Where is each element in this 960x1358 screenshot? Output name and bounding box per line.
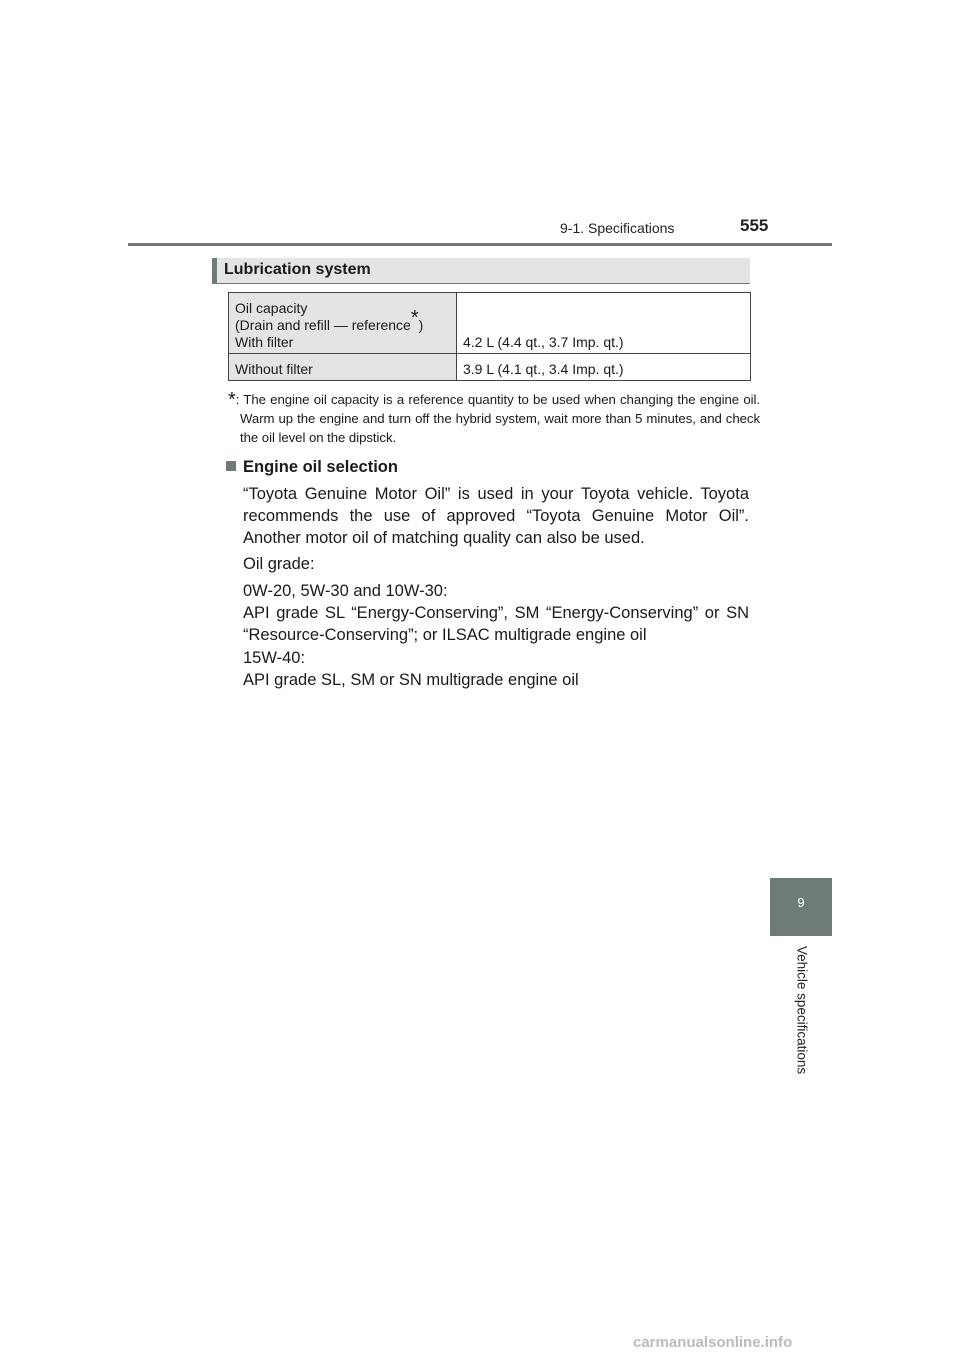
label-with-filter: With filter xyxy=(235,334,294,350)
footnote-text: : The engine oil capacity is a reference quantity to be used when changing the engine oil. Warm up the engine and turn off the hybrid system, wait more than 5 minutes, and check the oil level on the dipstick. xyxy=(235,392,760,445)
table-label-cell xyxy=(229,293,457,354)
chapter-tab[interactable] xyxy=(770,878,832,936)
grade1-viscosity: 0W-20, 5W-30 and 10W-30: xyxy=(243,582,448,600)
grade1-spec: API grade SL “Energy-Conserving”, SM “Energy-Conserving” or SN “Resource-Conserving”; or ILSAC multigrade engine oil xyxy=(243,604,749,644)
header-section-title: 9-1. Specifications xyxy=(560,220,675,236)
value-without-filter: 3.9 L (4.1 qt., 3.4 Imp. qt.) xyxy=(457,354,751,381)
label-drain-refill: (Drain and refill — reference*) xyxy=(235,307,424,333)
intro-paragraph: “Toyota Genuine Motor Oil” is used in your Toyota vehicle. Toyota recommends the use of approved “Toyota Genuine Motor Oil”. Another motor oil of matching quality can also be used. xyxy=(243,485,749,547)
oil-capacity-table xyxy=(228,292,751,381)
subheading xyxy=(226,458,398,477)
asterisk-marker: * xyxy=(410,307,419,329)
footnote-marker: * xyxy=(228,389,236,411)
table-row xyxy=(229,354,751,381)
table-row xyxy=(229,293,751,354)
chapter-label: Vehicle specifications xyxy=(794,945,810,1075)
grade-block-2 xyxy=(243,647,749,691)
section-heading-bar xyxy=(212,258,750,284)
subheading-text: Engine oil selection xyxy=(243,458,398,476)
label-without-filter: Without filter xyxy=(229,354,457,381)
page-number: 555 xyxy=(740,216,769,235)
grade2-viscosity: 15W-40: xyxy=(243,649,306,667)
section-accent xyxy=(212,258,217,283)
grade2-spec: API grade SL, SM or SN multigrade engine oil xyxy=(243,671,579,689)
value-with-filter: 4.2 L (4.4 qt., 3.7 Imp. qt.) xyxy=(457,293,751,354)
footnote xyxy=(228,390,760,447)
chapter-number: 9 xyxy=(797,895,805,910)
square-bullet-icon xyxy=(226,461,236,471)
watermark-text: carmanualsonline.info xyxy=(633,1334,793,1351)
oil-grade-label: Oil grade: xyxy=(243,555,315,573)
header-rule xyxy=(128,243,832,246)
grade-block-1 xyxy=(243,580,749,646)
section-title: Lubrication system xyxy=(224,261,371,278)
label-oil-capacity: Oil capacity xyxy=(235,300,308,316)
